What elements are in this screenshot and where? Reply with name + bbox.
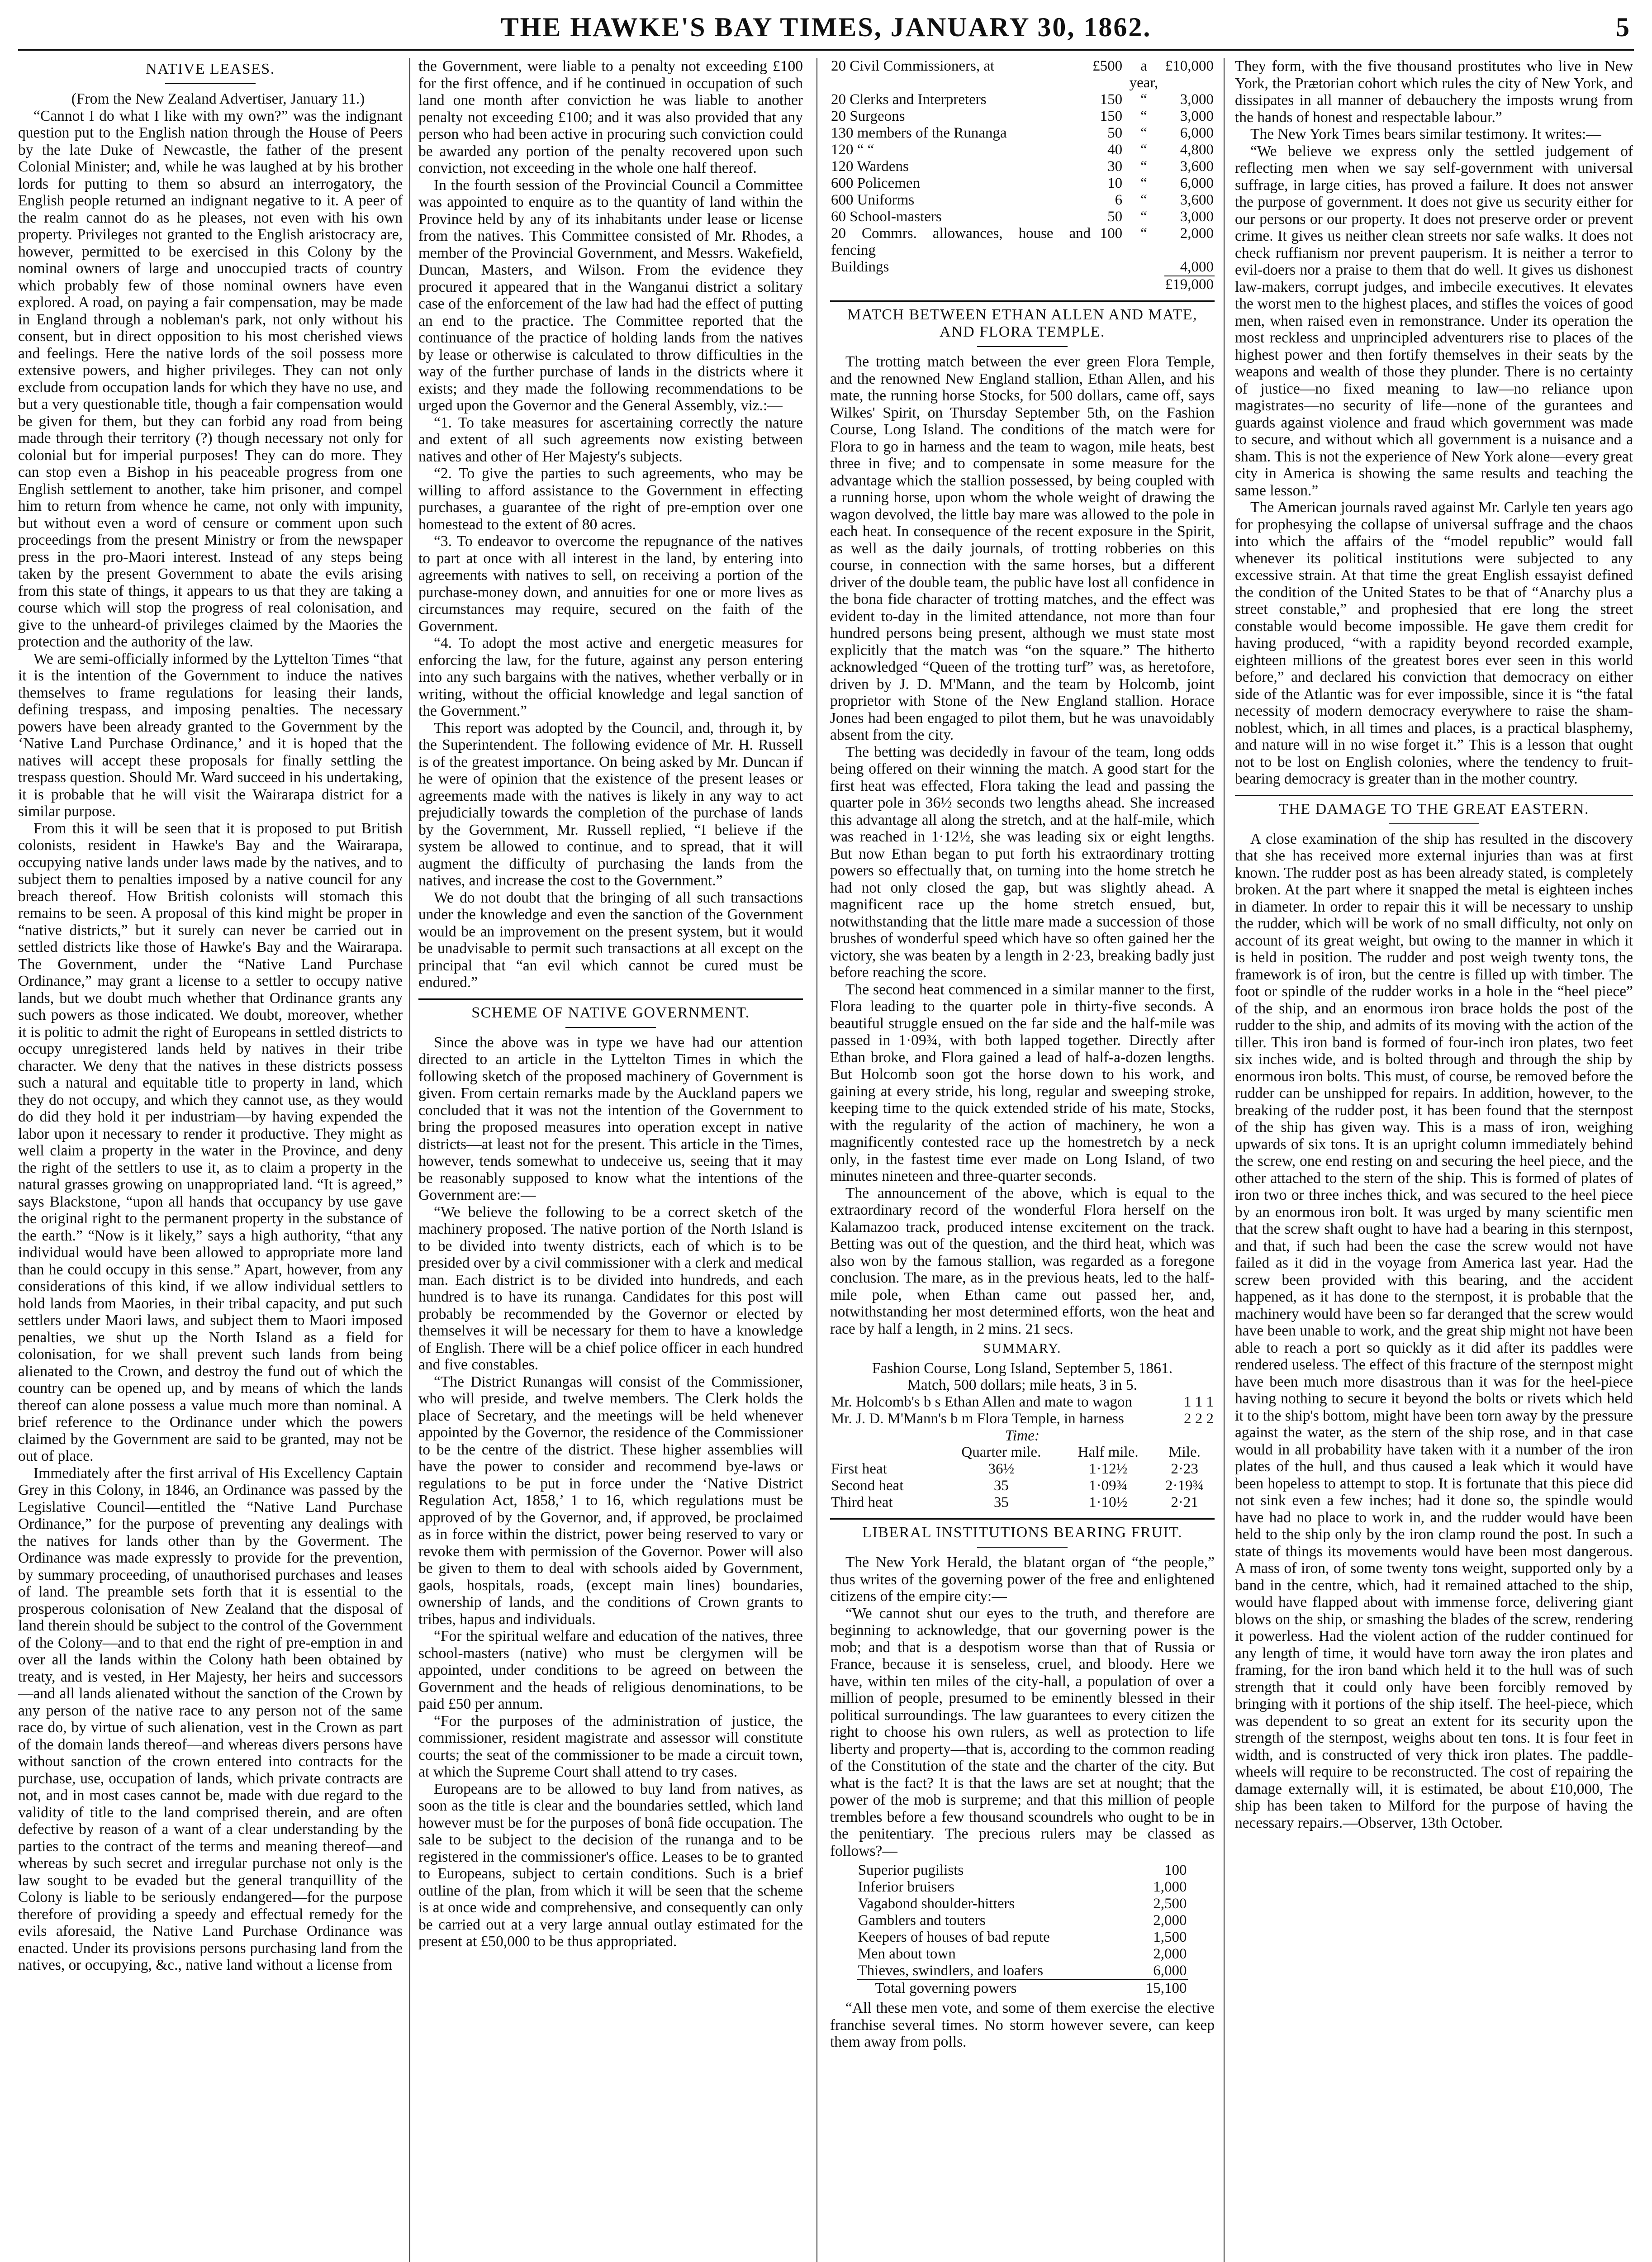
article-heading-scheme: SCHEME OF NATIVE GOVERNMENT. [471, 1004, 750, 1021]
paragraph: “We believe we express only the settled judgement of reflecting men when we say self-government with universal suffrage, in large cities, has proved a failure. It does not answer the purpose of government. It does not give us security either for our persons or our property. It does not preserve order or prevent crime. It gives us neither clean streets nor safe walks. It does not check ruffianism nor prevent pauperism. It is neither a terror to evil-doers nor a praise to them that do well. It gives us dishonest law-makers, corrupt judges, and imbecile executives. It elevates the worst men to the highest places, and stifles the voices of good men, when raised even in remonstrance. Under its operation the most reckless and unprincipled adventurers rise to places of the highest power and then fortify themselves in their seats by the weapons and wealth of those they plunder. There is no certainty of justice—no fixed meaning to law—no reliance upon magistrates—no security of life—none of the gurantees and guards against violence and fraud which government was made to secure, and without which all government is a nuisance and a sham. This is not the experience of New York alone—every great city in America is showing the same results and teaching the same lesson.” [1235, 143, 1633, 499]
time-mile: 2·19¾ [1165, 1478, 1204, 1494]
expense-total: 6,000 [1180, 175, 1214, 191]
expense-rate: £500 [1092, 58, 1123, 74]
time-quarter: 35 [993, 1494, 1009, 1511]
paragraph: The American journals raved against Mr. Carlyle ten years ago for prophesying the collapse of universal suffrage and the chaos into which the affairs of the “model republic” would fall whenever its political institutions were subjected to any excessive strain. At that time the great English essayist defined the condition of the United States to be that of “Anarchy plus a street constable,” and prophesied that ere long the street constable would become impossible. He gave them credit for having produced, “with a rapidity beyond recorded example, eighteen millions of the greatest bores ever seen in this world before,” and declared his conviction that democracy on either side of the Atlantic was for ever impossible, since it is “the fatal necessity of modern democracy everywhere to raise the sham-noblest, which, in all times and places, is a practical blasphemy, and nature will in no wise forget it.” This is a lesson that ought not to be lost on English colonies, where the tendency to fruit-bearing democracy is greater than in the mother country. [1235, 499, 1633, 787]
ruler-count: 100 [1164, 1862, 1187, 1878]
ruler-name: Keepers of houses of bad repute [858, 1929, 1050, 1945]
ruler-row [857, 1879, 1188, 1896]
expense-table [830, 58, 1215, 293]
expense-total: 3,600 [1180, 192, 1214, 208]
expense-rate: 50 [1107, 209, 1123, 225]
time-half: 1·12½ [1089, 1461, 1128, 1477]
ruler-count: 2,000 [1153, 1946, 1187, 1962]
paragraph: We do not doubt that the bringing of all such transactions under the knowledge and even the sanction of the Government would be an improvement on the present system, but it would be unadvisable to permit such transactions at all except on the principal that “an evil which cannot be cured must be endured.” [418, 889, 803, 991]
expense-unit: “ [1140, 142, 1147, 158]
paragraph: The second heat commenced in a similar manner to the first, Flora leading to the quarter pole in thirty-five seconds. A beautiful struggle ensued on the far side and the half-mile was passed in 1·09¾, with both lapped together. Directly after Ethan broke, and Flora gained a lead of half-a-dozen lengths. But Holcomb soon got the horse down to his work, and gaining at every stride, his long, regular and sweeping stroke, keeping time to the quick extended stride of his mate, Stocks, with the regularity of the action of machinery, he won a magnificently contested race up the homestretch by a neck only, in the fastest time ever made on Long Island, of two minutes nineteen and three-quarter seconds. [830, 981, 1215, 1184]
paragraph: “The District Runangas will consist of the Commissioner, who will preside, and twelve members. The Clerk holds the place of Secretary, and the meetings will be held whenever appointed by the Governor, the residence of the Commissioner to be the centre of the district. These higher assemblies will have the power to consider and recommend bye-laws or regulations to be put in force under the ‘Native District Regulation Act, 1858,’ 1 to 16, which regulations must be approved of by the Governor, and, if approved, be proclaimed as in force within the district, power being reserved to vary or revoke them with permission of the Governor. Power will also be given to them to deal with schools aided by Government, gaols, hospitals, roads, (except main lines) boundaries, ownership of lands, and the conditions of Crown grants to tribes, hapus and individuals. [418, 1373, 803, 1628]
paragraph: Europeans are to be allowed to buy land from natives, as soon as the title is clear and the boundaries settled, which land however must be for the purposes of bonâ fide occupation. The sale to be subject to the decision of the runanga and to be registered in the commissioner's office. Leases to be to granted to Europeans, subject to certain conditions. Such is a brief outline of the plan, from which it will be seen that the scheme is at once wide and comprehensive, and consequently can only be carried out at a very large annual outlay estimated for the present at £50,000 to be thus appropriated. [418, 1780, 803, 1950]
paragraph: “We believe the following to be a correct sketch of the machinery proposed. The native portion of the North Island is to be divided into twenty districts, each of which is to be presided over by a civil commissioner with a clerk and medical man. Each district is to be divided into hundreds, and each hundred is to have its runanga. Candidates for this post will probably be recommended by the Governor or elected by themselves it will be necessary for them to have a knowledge of English. There will be a chief police officer in each hundred and five constables. [418, 1203, 803, 1373]
paragraph: The New York Herald, the blatant organ of “the people,” thus writes of the governing power of the free and enlightened citizens of the empire city:— [830, 1554, 1215, 1605]
expense-row [830, 175, 1215, 192]
divider [977, 1547, 1068, 1548]
paragraph: “2. To give the parties to such agreements, who may be willing to afford assistance to the Government in effecting purchases, a guarantee of the right of pre-emption over one homestead to the extent of 80 acres. [418, 465, 803, 533]
time-mile: 2·23 [1171, 1461, 1198, 1477]
expense-total: 4,800 [1180, 142, 1214, 158]
paragraph: This report was adopted by the Council, and, through it, by the Superintendent. The following evidence of Mr. H. Russell is of the greatest importance. On being asked by Mr. Duncan if he were of opinion that the existence of the present leases or agreements made with the natives is likely in any way to act prejudicially towards the completion of the purchase of lands by the Government, Mr. Russell replied, “I believe if the system be allowed to continue, and to spread, that it will augment the difficulty of purchasing the lands from the natives, and increase the cost to the Government.” [418, 719, 803, 889]
rulers-table [857, 1862, 1188, 1997]
time-row [830, 1461, 1215, 1478]
masthead [18, 8, 1634, 51]
paragraph: “For the spiritual welfare and education of the natives, three school-masters (native) who must be clergymen will be appointed, under conditions to be agreed on between the Government and the heads of religious denominations, to be paid £50 per annum. [418, 1628, 803, 1712]
expense-item: 600 Policemen [831, 175, 921, 191]
paragraph: Since the above was in type we have had our attention directed to an article in the Lyttelton Times in which the following sketch of the proposed machinery of Government is given. From certain remarks made by the Auckland papers we concluded that it was not the intention of the Government to bring the proposed measures into operation except in native districts—at least not for the present. This article in the Times, however, tends somewhat to undeceive us, seeing that it may be reasonably supposed to know what the intentions of the Government are:— [418, 1034, 803, 1203]
paragraph: We are semi-officially informed by the Lyttelton Times “that it is the intention of the Government to induce the natives themselves to frame regulations for leasing their lands, defining trespass, and imposing penalties. The necessary powers have been already granted to the Government by the ‘Native Land Purchase Ordinance,’ and it is hoped that the natives will accept these proposals for finally settling the trespass question. Should Mr. Ward succeed in his undertaking, it is probable that he will visit the Wairarapa district for a similar purpose. [18, 650, 403, 820]
time-half: 1·10½ [1089, 1494, 1128, 1511]
expense-row [830, 58, 1215, 91]
column-3 [830, 58, 1215, 2262]
paragraph: A close examination of the ship has resulted in the discovery that she has received more external injuries than was at first known. The rudder post as has been already stated, is completely broken. At the part where it snapped the metal is eighteen inches in diameter. In order to repair this it will be necessary to unship the rudder, which will be work of no small difficulty, not only on account of its great weight, but owing to the manner in which it is held in position. The rudder and post weigh twenty tons, the framework is of iron, but the centre is filled up with timber. The foot or spindle of the rudder works in a hole in the “heel piece” of the ship, and an enormous iron brace holds the post of the rudder to the ship, and admits of its moving with the action of the tiller. This iron band is formed of four-inch iron plates, two feet six inches wide, and is bolted through and through the ship by enormous iron bolts. This must, of course, be removed before the rudder can be unshipped for repairs. In addition, however, to the breaking of the rudder post, it has been found that the sternpost of the ship has given way. This is a mass of iron, weighing upwards of six tons. It is an upright column immediately behind the screw, one end resting on and securing the heel piece, and the other attached to the stern of the ship. This is formed of plates of iron two or three inches thick, and was secured to the heel piece by an enormous iron bolt. It was urged by many scientific men that the screw shaft ought to have had a bearing in this sternpost, and that, if such had been the case the screw would not have failed as it did in the voyage from America last year. Had the screw been provided with this bearing, and the accident happened, as it has done to the sternpost, it is probable that the machinery would have been so far deranged that the screw would have been unable to work, and the great ship might not have been able to reach a port so quickly as it did after its paddles were rendered useless. The effect of this fracture of the sternpost might have been much more disastrous than it was for the heel-piece having nothing to secure it beyond the bolts or rivets which held it to the ship's bottom, might have been torn away by the pressure against the water, as the stern of the ship rose, and in that case would in all probability have taken with it a number of the iron plates of the hull, and thus caused a leak which it would have been hopeless to attempt to stop. It is fortunate that this piece did not sink even a few inches; had it done so, the spindle would have had no place to work in, and the rudder would have been held to the ship only by the iron clamp round the post. In such a state of things its movements would have been most dangerous. A mass of iron, of some twenty tons weight, supported only by a band in the centre, which, had it remained attached to the ship, would have flapped about with immense force, delivering giant blows on the ship, or smashing the blades of the screw, rendering it powerless. Had the violent action of the rudder continued for any length of time, it would have torn away the iron plates and framing, for the iron band which held it to the hull was of such strength that it could only have been forcibly removed by bringing with it portions of the ship itself. The heel-piece, which was dependent to so great an extent for its security upon the strength of the sternpost, weighs about ten tons. It is four feet in width, and is constructed of very thick iron plates. The paddle-wheels will require to be reconstructed. The cost of repairing the damage externally will, it is estimated, be about £10,000, The ship has been taken to Milford for the purpose of having the necessary repairs.—Observer, 13th October. [1235, 830, 1633, 1831]
entry-results: 2 2 2 [1184, 1410, 1214, 1427]
column-4 [1235, 58, 1633, 2262]
rulers-total: 15,100 [1128, 1980, 1187, 1997]
rulers-total-label: Total governing powers [857, 1980, 1128, 1997]
ruler-row [857, 1896, 1188, 1912]
expense-row [830, 158, 1215, 175]
paragraph: “We cannot shut our eyes to the truth, and therefore are beginning to acknowledge, that our governing power is the mob; and that is a despotism worse than that of Russia or France, because it is senseless, cruel, and bloody. Here we have, within ten miles of the city-hall, a population of over a million of people, presumed to be eminently blessed in their political surroundings. The law guarantees to every citizen the right to choose his own rulers, as well as protection to life liberty and property—that is, according to the common reading of the Constitution of the state and the charter of the city. But what is the fact? It is that the laws are set at nought; that the power of the mob is surpreme; and that this million of people trembles before a few thousand scoundrels who ought to be in the penitentiary. The precious rulers may be classed as follows?— [830, 1605, 1215, 1859]
paragraph: The announcement of the above, which is equal to the extraordinary record of the wonderful Flora herself on the Kalamazoo track, produced intense excitement on the track. Betting was out of the question, and the third heat, which was also won by the famous stallion, was regarded as a foregone conclusion. The mare, as in the previous heats, led to the half-mile pole, when Ethan came out passed her, and, notwithstanding her most determined efforts, won the heat and race by half a length, in 2 mins. 21 secs. [830, 1184, 1215, 1337]
divider [977, 346, 1068, 347]
time-header-cell: Quarter mile. [961, 1444, 1041, 1460]
expense-item: 20 Clerks and Interpreters [831, 91, 987, 108]
expense-unit: “ [1140, 192, 1147, 208]
paragraph: the Government, were liable to a penalty not exceeding £100 for the first offence, and if he continued in occupation of such land one month after conviction he was liable to another penalty not exceeding £100; and it was also provided that any person who had been active in procuring such conviction could be awarded any portion of the penalty recovered upon such conviction, not exceeding in the whole one half thereof. [418, 58, 803, 176]
expense-rate: 40 [1107, 142, 1123, 158]
expense-unit: “ [1140, 91, 1147, 108]
entry-name: Mr. Holcomb's b s Ethan Allen and mate to wagon [831, 1393, 1132, 1410]
ruler-name: Thieves, swindlers, and loafers [858, 1963, 1044, 1979]
summary-line: Fashion Course, Long Island, September 5, 1861. [872, 1359, 1173, 1377]
column-divider [1224, 58, 1225, 2262]
expense-total: 3,000 [1180, 108, 1214, 124]
expense-row [830, 225, 1215, 259]
expense-row [830, 142, 1215, 158]
ruler-count: 1,000 [1153, 1879, 1187, 1895]
divider [830, 1518, 1215, 1520]
time-mile: 2·21 [1171, 1494, 1198, 1511]
expense-rate: 150 [1100, 108, 1123, 124]
entry-row [830, 1394, 1215, 1411]
paragraph: “All these men vote, and some of them exercise the elective franchise several times. No storm however severe, can keep them away from polls. [830, 2000, 1215, 2050]
expense-unit: “ [1140, 209, 1147, 225]
expense-unit: a year, [1129, 58, 1158, 91]
paragraph: The betting was decidedly in favour of the team, long odds being offered on their winning the match. A good start for the first heat was effected, Flora taking the lead and passing the quarter pole in 36½ seconds two lengths ahead. She increased this advantage all along the stretch, and at the half-mile, which was reached in 1·12½, she was leading six or eight lengths. But now Ethan began to put forth his extraordinary trotting powers so effectually that, on turning into the home stretch he had not only closed the gap, but was slightly ahead. A magnificent race up the home stretch ensued, but, notwithstanding that the little mare made a succession of those brushes of wonderful speed which have so often gained her the victory, she was beaten by a length in 2·23, breaking badly just before reaching the score. [830, 743, 1215, 981]
ruler-name: Vagabond shoulder-hitters [858, 1896, 1015, 1912]
time-header-cell [830, 1444, 941, 1461]
time-header-row [830, 1444, 1215, 1461]
expense-rate [1092, 259, 1123, 276]
time-row [830, 1494, 1215, 1511]
time-quarter: 35 [993, 1478, 1009, 1494]
expense-total: 4,000 [1180, 259, 1214, 275]
expense-total: 3,000 [1180, 91, 1214, 108]
expense-total: 3,000 [1180, 209, 1214, 225]
time-header-cell: Mile. [1168, 1444, 1201, 1460]
expense-total: 3,600 [1180, 158, 1214, 175]
ruler-row [857, 1946, 1188, 1963]
time-quarter: 36½ [988, 1461, 1015, 1477]
expense-total: £10,000 [1165, 58, 1214, 74]
divider [165, 83, 256, 84]
time-header-cell: Half mile. [1078, 1444, 1139, 1460]
ruler-count: 6,000 [1153, 1963, 1187, 1979]
expense-rate: 50 [1107, 125, 1123, 141]
summary-line: Match, 500 dollars; mile heats, 3 in 5. [907, 1377, 1137, 1393]
entry-name: Mr. J. D. M'Mann's b m Flora Temple, in harness [831, 1410, 1124, 1427]
ruler-row [857, 1912, 1188, 1929]
expense-total: 6,000 [1180, 125, 1214, 141]
time-heat: Third heat [831, 1494, 893, 1511]
expense-unit: “ [1140, 125, 1147, 141]
expense-item: 20 Civil Commissioners, at [831, 58, 995, 74]
ruler-count: 2,500 [1153, 1896, 1187, 1912]
expense-row [830, 91, 1215, 108]
expense-rate: 100 [1100, 225, 1123, 242]
paragraph: Immediately after the first arrival of His Excellency Captain Grey in this Colony, in 1846, an Ordinance was passed by the Legislative Council—entitled the “Native Land Purchase Ordinance,” for the purpose of preventing any dealings with the natives for lands other than by the Goverment. The Ordinance was made expressly to provide for the prevention, by summary proceeding, of unauthorised purchases and leases of land. The preamble sets forth that it is essential to the prosperous colonisation of New Zealand that the disposal of land therein should be subject to the control of the Government of the Colony—and to that end the right of pre-emption in and over all the lands within the Colony hath been obtained by treaty, and is vested, in Her Majesty, her heirs and successors—and all lands alienated without the sanction of the Crown by any person of the native race to any person not of the same race do, by virtue of such alienation, vest in the Crown as part of the domain lands thereof—and whereas divers persons have without sanction of the crown entered into contracts for the purchase, use, occupation of lands, which private contracts are not, and in most cases cannot be, made with due regard to the validity of title to the land comprised therein, and are often defective by reason of a want of a clear understanding by the parties to the contract of the terms and meaning thereof—and whereas by such secret and irregular purchase not only is the law sought to be evaded but the general tranquillity of the Colony is liable to be seriously endangered—for the purpose therefore of providing a speedy and effectual remedy for the evils aforesaid, the Native Land Purchase Ordinance was enacted. Under its provisions persons purchasing land from the natives, or occupying, &c., native land without a license from [18, 1464, 403, 1973]
column-2 [418, 58, 803, 2262]
expense-rate: 150 [1100, 91, 1123, 108]
ruler-count: 2,000 [1153, 1912, 1187, 1929]
expense-total: £19,000 [1164, 276, 1215, 293]
ruler-name: Inferior bruisers [858, 1879, 955, 1895]
article-heading-native-leases: NATIVE LEASES. [146, 61, 275, 77]
expense-item: 60 School-masters [831, 209, 942, 225]
expense-item: 130 members of the Runanga [831, 125, 1007, 141]
time-half: 1·09¾ [1089, 1478, 1128, 1494]
time-heat: First heat [831, 1461, 887, 1477]
expense-item: 20 Surgeons [831, 108, 905, 124]
time-heat: Second heat [831, 1478, 904, 1494]
divider [1389, 823, 1479, 824]
source-line: (From the New Zealand Advertiser, January 11.) [71, 90, 365, 107]
paragraph: From this it will be seen that it is proposed to put British colonists, resident in Hawke's Bay and the Wairarapa, occupying native lands under laws made by the natives, and to subject them to penalties imposed by a native council for any breach thereof. How British colonists will stomach this remains to be seen. A proposal of this kind might be proper in “native districts,” but it surely can never be carried out in settled districts like those of Hawke's Bay and the Wairarapa. The Government, under the “Native Land Purchase Ordinance,” may grant a license to a settler to occupy native lands, but we doubt much whether that Ordinance grants any such powers as those indicated. We doubt, moreover, whether it is politic to admit the right of Europeans in settled districts to occupy unregistered lands held by natives in their tribe character. We deny that the natives in these districts possess such a natural and equitable title to property in land, which they do not occupy, and which they cannot use, as they would do did they hold it per industriam—by having expended the labor upon it necessary to render it productive. They might as well claim a property in the water in the Province, and deny the right of the settlers to use it, as to claim a property in the natural grasses growing on unappropriated land. “It is agreed,” says Blackstone, “upon all hands that occupancy by use gave the original right to the permanent property in the substance of the earth.” “Now is it likely,” says a high authority, “that any individual would have been allowed to appropriate more land than he could occupy in this sense.” Apart, however, from any considerations of this kind, if we allow individual settlers to hold lands from Maories, in their tribal capacity, and put such settlers under Maori laws, and subject them to Maori imposed penalties, we shut up the North Island as a field for colonisation, for we shall prevent such lands from being alienated to the Crown, and destroy the fund out of which the country can be opened up, and by means of which the lands thereof can alone possess a value much more than nominal. A brief reference to the Ordinance under which the powers claimed by the Government are said to be granted, may not be out of place. [18, 820, 403, 1464]
expense-rate: 6 [1115, 192, 1123, 208]
entry-row [830, 1411, 1215, 1427]
paragraph: “1. To take measures for ascertaining correctly the nature and extent of all such agreements now existing between natives and other of Her Majesty's subjects. [418, 414, 803, 465]
expense-item: 20 Commrs. allowances, house and fencing [831, 225, 1091, 258]
expense-unit [1123, 259, 1164, 276]
time-row [830, 1478, 1215, 1494]
article-heading-great-eastern: THE DAMAGE TO THE GREAT EASTERN. [1279, 800, 1589, 817]
ruler-row [857, 1862, 1188, 1879]
paragraph: “3. To endeavor to overcome the repugnance of the natives to part at once with all interest in the land, by entering into agreements with natives to sell, on receiving a portion of the purchase-money down, and annuities for one or more lives as circumstances may require, secured on the faith of the Government. [418, 533, 803, 635]
ruler-name: Men about town [858, 1946, 956, 1962]
paragraph: They form, with the five thousand prostitutes who live in New York, the Prætorian cohort which rules the city of New York, and dissipates in all manner of debauchery the imposts wrung from the hands of honest and respectable labour.” [1235, 58, 1633, 126]
expense-row [830, 259, 1215, 276]
expense-unit: “ [1140, 225, 1147, 242]
ruler-count: 1,500 [1153, 1929, 1187, 1945]
article-heading-liberal-institutions: LIBERAL INSTITUTIONS BEARING FRUIT. [862, 1524, 1182, 1541]
expense-unit: “ [1140, 158, 1147, 175]
expense-item: 120 “ “ [831, 142, 874, 158]
expense-row [830, 125, 1215, 142]
time-label: Time: [1005, 1427, 1040, 1444]
newspaper-title: THE HAWKE'S BAY TIMES, JANUARY 30, 1862. [500, 12, 1152, 42]
divider [1235, 795, 1633, 796]
expense-item: Buildings [831, 259, 889, 275]
divider [418, 998, 803, 1000]
paragraph: “Cannot I do what I like with my own?” was the indignant question put to the English nation through the House of Peers by the late Duke of Newcastle, the father of the present Colonial Minister; and, while he was laughed at by his brother lords for putting to them so absurd an interrogatory, the English people returned an indignant negative to it. A peer of the realm cannot do as he pleases, not even with his own property. Privileges not granted to the English aristocracy are, however, permitted to be exercised in this Colony by the nominal owners of large and unoccupied tracts of country which probably few of those nominal owners have even explored. A road, on paying a fair compensation, may be made in England through a nobleman's park, not only without his consent, but in direct opposition to his most cherished views and feelings. Here the native lords of the soil possess more extensive powers, and higher privileges. They can not only exclude from occupation lands for which they have no use, and but a very questionable title, though a fair compensation would be given for them, but they can forbid any road from being made through their territory (?) though necessary not only for colonial but for imperial purposes! They can do more. They can stop even a Bishop in his peaceable progress from one English settlement to another, take him prisoner, and compel him to return from whence he came, not only with impunity, but without even a word of censure or comment upon such proceedings from the present Ministry or from the newspaper press in the pro-Maori interest. Instead of any steps being taken by the present Government to abate the evils arising from this state of things, it appears to us that they are taking a course which will stop the progress of real colonisation, and give to the unheard-of privileges claimed by the Maories the protection and the authority of the law. [18, 107, 403, 650]
ruler-row [857, 1929, 1188, 1946]
paragraph: The trotting match between the ever green Flora Temple, and the renowned New England stallion, Ethan Allen, and his mate, the running horse Stocks, for 500 dollars, came off, says Wilkes' Spirit, on Thursday September 5th, on the Fashion Course, Long Island. The conditions of the match were for Flora to go in harness and the team to wagon, mile heats, best three in five; and to compensate in some measure for the advantage which the stallion possessed, by being coupled with a running horse, upon whom the whole weight of drawing the wagon devolved, the little bay mare was allowed to the pole in each heat. In consequence of the recent exposure in the Spirit, as well as the daily journals, of trotting robberies on this course, in connection with the same horses, but a different driver of the double team, the public have lost all confidence in the bona fide character of trotting matches, and the effect was evident to-day in the limited attendance, not more than four hundred persons being present, although we must state most explicitly that the match was “on the square.” The hitherto acknowledged “Queen of the trotting turf” was, as heretofore, driven by J. D. M'Mann, and the team by Holcomb, joint proprietor with Stone of the New England stallion. Horace Jones had been engaged to pilot them, but he was unavoidably absent from the city. [830, 353, 1215, 743]
time-table [830, 1444, 1215, 1511]
divider [565, 1027, 656, 1028]
paragraph: The New York Times bears similar testimony. It writes:— [1250, 126, 1601, 143]
expense-row [830, 108, 1215, 125]
column-divider [409, 58, 410, 2262]
ruler-name: Superior pugilists [858, 1862, 964, 1878]
entries-table [830, 1394, 1215, 1427]
summary-label: SUMMARY. [983, 1341, 1062, 1356]
column-1 [18, 58, 403, 2262]
article-heading-match: MATCH BETWEEN ETHAN ALLEN AND MATE, AND FLORA TEMPLE. [847, 306, 1197, 340]
expense-unit: “ [1140, 108, 1147, 124]
divider [830, 300, 1215, 302]
expense-row [830, 192, 1215, 209]
expense-unit: “ [1140, 175, 1147, 191]
ruler-row [857, 1963, 1188, 1980]
expense-row [830, 209, 1215, 225]
expense-total: 2,000 [1180, 225, 1214, 242]
expense-item: 120 Wardens [831, 158, 909, 175]
expense-item: 600 Uniforms [831, 192, 915, 208]
paragraph: In the fourth session of the Provincial Council a Committee was appointed to enquire as to the quantity of land within the Province held by any of its inhabitants under lease or license from the natives. This Committee consisted of Mr. Rhodes, a member of the Provincial Government, and Messrs. Wakefield, Duncan, Masters, and Wilson. From the evidence they procured it appeared that in the Wanganui district a solitary case of the enforcement of the law had had the effect of putting an end to the practice. The Committee reported that the continuance of the practice of holding lands from the natives by lease or otherwise is calculated to throw difficulties in the way of the further purchase of lands in the districts where it exists; and they made the following recommendations to be urged upon the Governor and the General Assembly, viz.:— [418, 176, 803, 414]
page-number: 5 [1616, 12, 1629, 42]
expense-rate: 30 [1107, 158, 1123, 175]
expense-rate: 10 [1107, 175, 1123, 191]
paragraph: “4. To adopt the most active and energetic measures for enforcing the law, for the future, against any person entering into any such bargains with the natives, whether verbally or in writing, without the official knowledge and legal sanction of the Government.” [418, 635, 803, 719]
entry-results: 1 1 1 [1184, 1393, 1214, 1410]
ruler-name: Gamblers and touters [858, 1912, 986, 1929]
paragraph: “For the purposes of the administration of justice, the commissioner, resident magistrate and assessor will constitute courts; the seat of the commissioner to be made a circuit town, at which the Supreme Court shall attend to try cases. [418, 1712, 803, 1780]
